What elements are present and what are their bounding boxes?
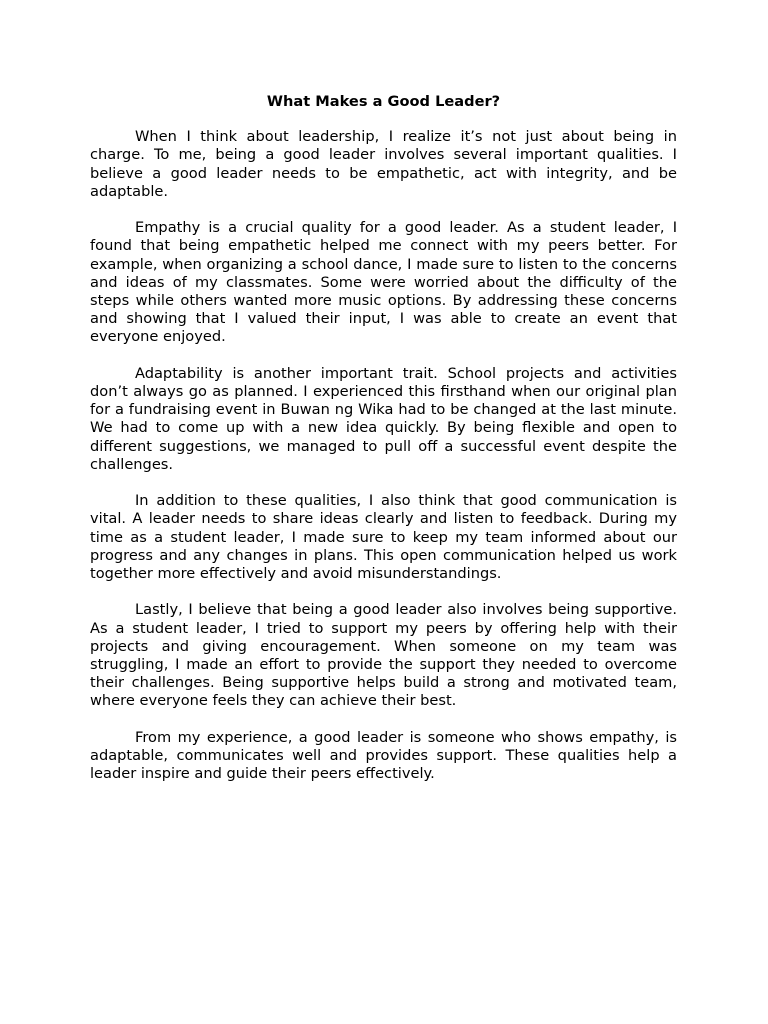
paragraph-supportive: Lastly, I believe that being a good leader also involves being supportive. As a student leader, I tried to support my peers by offering help with their projects and giving encouragement. When someone on my team was struggling, I made an effort to provide the support they needed to overcome their challenges. Being supportive helps build a strong and motivated team, where everyone feels they can achieve their best. (90, 601, 677, 710)
paragraph-communication: In addition to these qualities, I also think that good communication is vital. A leader needs to share ideas clearly and listen to feedback. During my time as a student leader, I made sure to keep my team informed about our progress and any changes in plans. This open communication helped us work together more effectively and avoid misunderstandings. (90, 492, 677, 583)
paragraph-conclusion: From my experience, a good leader is someone who shows empathy, is adaptable, communicates well and provides support. These qualities help a leader inspire and guide their peers effectively. (90, 728, 677, 783)
document-title: What Makes a Good Leader? (266, 93, 501, 110)
paragraph-empathy: Empathy is a crucial quality for a good leader. As a student leader, I found that being empathetic helped me connect with my peers better. For example, when organizing a school dance, I made sure to listen to the concerns and ideas of my classmates. Some were worried about the difficulty of the steps while others wanted more music options. By addressing these concerns and showing that I valued their input, I was able to create an event that everyone enjoyed. (90, 219, 677, 346)
paragraph-intro: When I think about leadership, I realize it’s not just about being in charge. To me, being a good leader involves several important qualities. I believe a good leader needs to be empathetic, act with integrity, and be adaptable. (90, 128, 677, 200)
document-page (90, 93, 677, 802)
paragraph-adaptability: Adaptability is another important trait. School projects and activities don’t always go as planned. I experienced this firsthand when our original plan for a fundraising event in Buwan ng Wika had to be changed at the last minute. We had to come up with a new idea quickly. By being flexible and open to different suggestions, we managed to pull off a successful event despite the challenges. (90, 364, 677, 473)
